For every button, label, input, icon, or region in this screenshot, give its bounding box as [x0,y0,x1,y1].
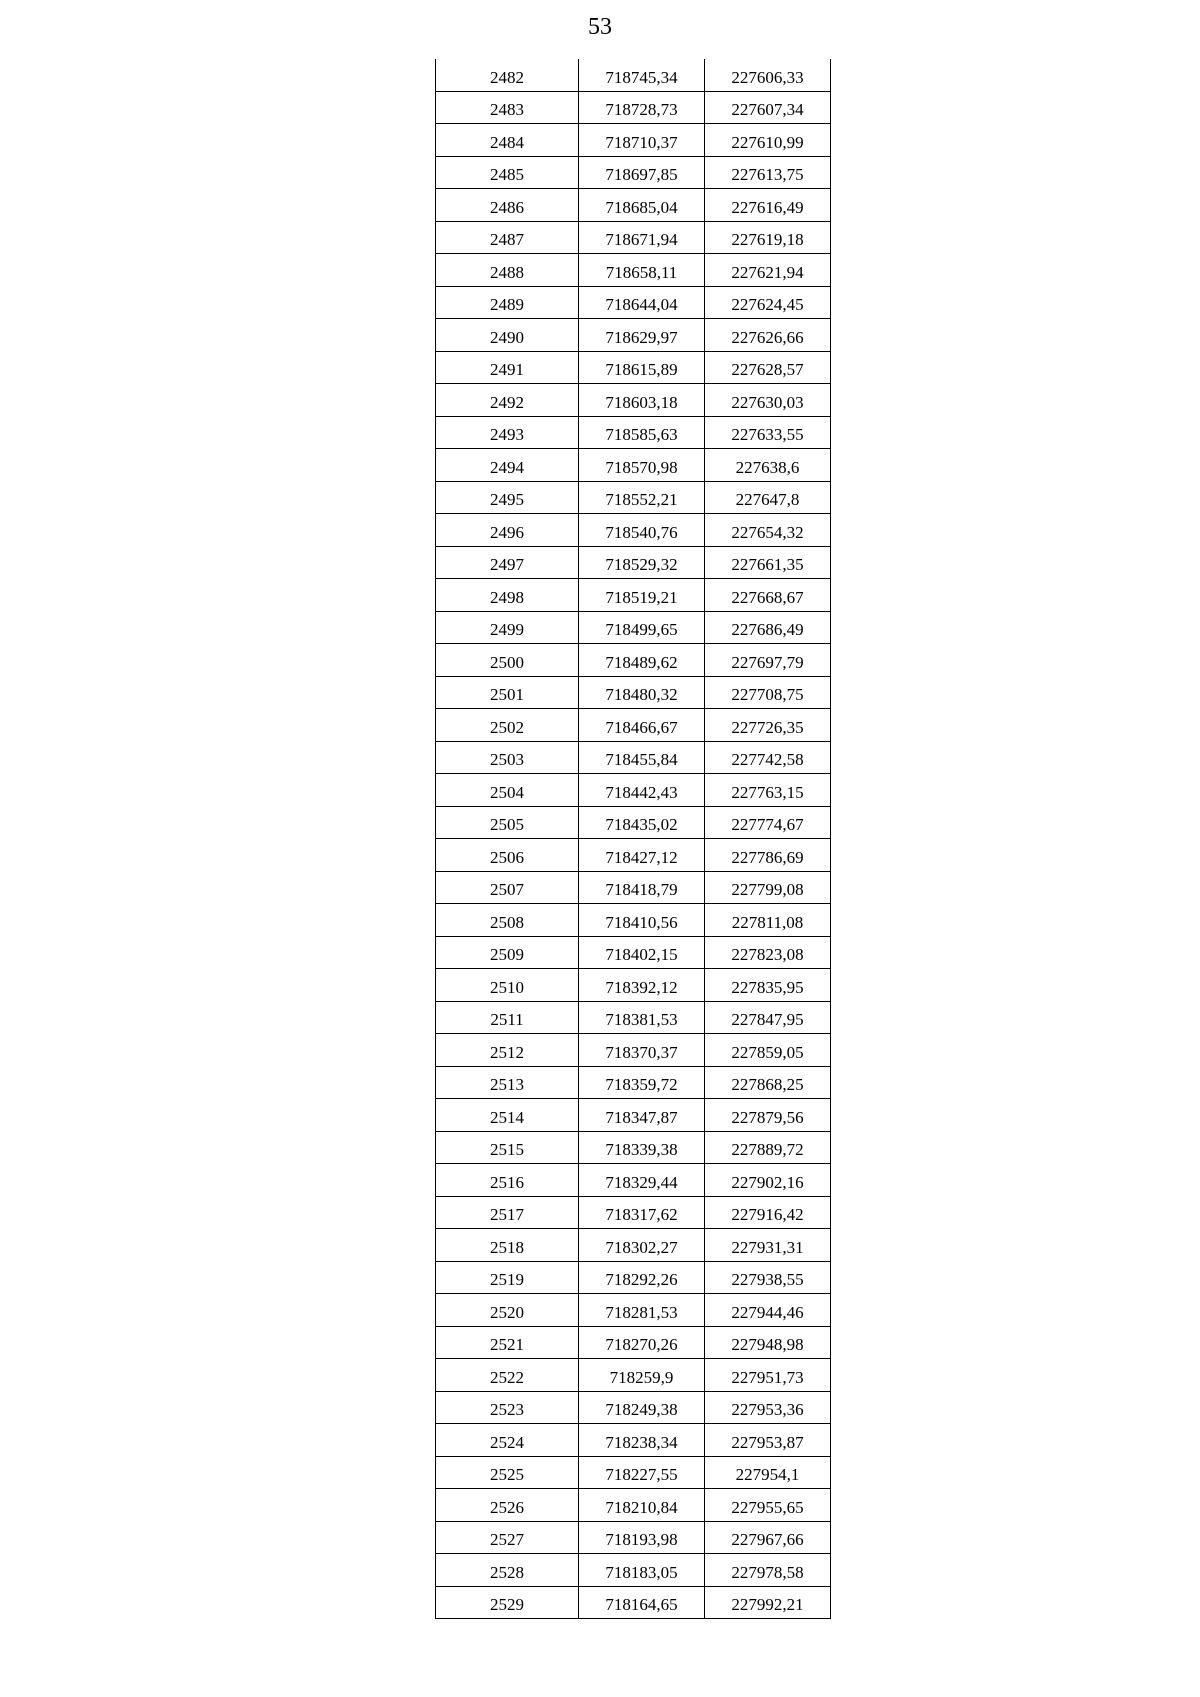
table-row [436,514,831,547]
y-coordinate-cell: 227774,67 [705,806,831,839]
point-number-cell: 2517 [436,1196,579,1229]
y-coordinate-cell: 227948,98 [705,1326,831,1359]
point-number-cell: 2505 [436,806,579,839]
table-row [436,416,831,449]
x-coordinate-cell: 718164,65 [579,1586,705,1619]
x-coordinate-cell: 718238,34 [579,1424,705,1457]
table-row [436,481,831,514]
point-number-cell: 2485 [436,156,579,189]
table-row [436,319,831,352]
point-number-cell: 2490 [436,319,579,352]
x-coordinate-cell: 718270,26 [579,1326,705,1359]
table-row [436,384,831,417]
table-row [436,676,831,709]
table-row [436,449,831,482]
table-row [436,1261,831,1294]
y-coordinate-cell: 227726,35 [705,709,831,742]
table-row [436,1099,831,1132]
table-row [436,871,831,904]
y-coordinate-cell: 227661,35 [705,546,831,579]
y-coordinate-cell: 227868,25 [705,1066,831,1099]
table-row [436,579,831,612]
table-row [436,156,831,189]
coordinates-table-body [436,59,831,1619]
x-coordinate-cell: 718210,84 [579,1489,705,1522]
x-coordinate-cell: 718435,02 [579,806,705,839]
y-coordinate-cell: 227630,03 [705,384,831,417]
x-coordinate-cell: 718381,53 [579,1001,705,1034]
y-coordinate-cell: 227799,08 [705,871,831,904]
x-coordinate-cell: 718671,94 [579,221,705,254]
x-coordinate-cell: 718480,32 [579,676,705,709]
y-coordinate-cell: 227697,79 [705,644,831,677]
y-coordinate-cell: 227938,55 [705,1261,831,1294]
point-number-cell: 2513 [436,1066,579,1099]
table-row [436,91,831,124]
point-number-cell: 2498 [436,579,579,612]
y-coordinate-cell: 227763,15 [705,774,831,807]
table-row [436,611,831,644]
x-coordinate-cell: 718603,18 [579,384,705,417]
table-row [436,936,831,969]
table-row [436,709,831,742]
y-coordinate-cell: 227668,67 [705,579,831,612]
y-coordinate-cell: 227978,58 [705,1554,831,1587]
y-coordinate-cell: 227708,75 [705,676,831,709]
x-coordinate-cell: 718183,05 [579,1554,705,1587]
table-row [436,1326,831,1359]
table-row [436,904,831,937]
point-number-cell: 2507 [436,871,579,904]
point-number-cell: 2492 [436,384,579,417]
point-number-cell: 2522 [436,1359,579,1392]
point-number-cell: 2528 [436,1554,579,1587]
table-row [436,1359,831,1392]
table-row [436,351,831,384]
y-coordinate-cell: 227811,08 [705,904,831,937]
point-number-cell: 2482 [436,59,579,91]
x-coordinate-cell: 718347,87 [579,1099,705,1132]
point-number-cell: 2501 [436,676,579,709]
y-coordinate-cell: 227633,55 [705,416,831,449]
point-number-cell: 2514 [436,1099,579,1132]
x-coordinate-cell: 718489,62 [579,644,705,677]
y-coordinate-cell: 227992,21 [705,1586,831,1619]
y-coordinate-cell: 227953,87 [705,1424,831,1457]
y-coordinate-cell: 227607,34 [705,91,831,124]
y-coordinate-cell: 227621,94 [705,254,831,287]
table-row [436,1456,831,1489]
table-row [436,59,831,91]
point-number-cell: 2516 [436,1164,579,1197]
table-row [436,1391,831,1424]
point-number-cell: 2494 [436,449,579,482]
y-coordinate-cell: 227647,8 [705,481,831,514]
point-number-cell: 2523 [436,1391,579,1424]
y-coordinate-cell: 227638,6 [705,449,831,482]
y-coordinate-cell: 227944,46 [705,1294,831,1327]
table-row [436,644,831,677]
y-coordinate-cell: 227835,95 [705,969,831,1002]
y-coordinate-cell: 227823,08 [705,936,831,969]
x-coordinate-cell: 718499,65 [579,611,705,644]
table-row [436,1066,831,1099]
point-number-cell: 2495 [436,481,579,514]
table-row [436,286,831,319]
y-coordinate-cell: 227628,57 [705,351,831,384]
x-coordinate-cell: 718339,38 [579,1131,705,1164]
point-number-cell: 2493 [436,416,579,449]
point-number-cell: 2496 [436,514,579,547]
x-coordinate-cell: 718540,76 [579,514,705,547]
x-coordinate-cell: 718466,67 [579,709,705,742]
y-coordinate-cell: 227606,33 [705,59,831,91]
table-row [436,1131,831,1164]
point-number-cell: 2515 [436,1131,579,1164]
y-coordinate-cell: 227616,49 [705,189,831,222]
x-coordinate-cell: 718249,38 [579,1391,705,1424]
x-coordinate-cell: 718259,9 [579,1359,705,1392]
point-number-cell: 2483 [436,91,579,124]
x-coordinate-cell: 718455,84 [579,741,705,774]
x-coordinate-cell: 718615,89 [579,351,705,384]
table-row [436,1489,831,1522]
page-number: 53 [588,14,612,40]
y-coordinate-cell: 227847,95 [705,1001,831,1034]
table-row [436,806,831,839]
table-row [436,1294,831,1327]
x-coordinate-cell: 718728,73 [579,91,705,124]
x-coordinate-cell: 718519,21 [579,579,705,612]
point-number-cell: 2489 [436,286,579,319]
point-number-cell: 2500 [436,644,579,677]
x-coordinate-cell: 718710,37 [579,124,705,157]
y-coordinate-cell: 227686,49 [705,611,831,644]
table-row [436,546,831,579]
point-number-cell: 2519 [436,1261,579,1294]
point-number-cell: 2529 [436,1586,579,1619]
y-coordinate-cell: 227931,31 [705,1229,831,1262]
y-coordinate-cell: 227951,73 [705,1359,831,1392]
x-coordinate-cell: 718193,98 [579,1521,705,1554]
point-number-cell: 2521 [436,1326,579,1359]
point-number-cell: 2526 [436,1489,579,1522]
y-coordinate-cell: 227654,32 [705,514,831,547]
table-row [436,1424,831,1457]
x-coordinate-cell: 718292,26 [579,1261,705,1294]
y-coordinate-cell: 227859,05 [705,1034,831,1067]
y-coordinate-cell: 227624,45 [705,286,831,319]
x-coordinate-cell: 718685,04 [579,189,705,222]
y-coordinate-cell: 227967,66 [705,1521,831,1554]
x-coordinate-cell: 718317,62 [579,1196,705,1229]
point-number-cell: 2510 [436,969,579,1002]
point-number-cell: 2503 [436,741,579,774]
point-number-cell: 2518 [436,1229,579,1262]
y-coordinate-cell: 227786,69 [705,839,831,872]
point-number-cell: 2488 [436,254,579,287]
x-coordinate-cell: 718402,15 [579,936,705,969]
x-coordinate-cell: 718658,11 [579,254,705,287]
x-coordinate-cell: 718629,97 [579,319,705,352]
point-number-cell: 2511 [436,1001,579,1034]
point-number-cell: 2524 [436,1424,579,1457]
x-coordinate-cell: 718552,21 [579,481,705,514]
x-coordinate-cell: 718745,34 [579,59,705,91]
table-row [436,1586,831,1619]
point-number-cell: 2499 [436,611,579,644]
point-number-cell: 2491 [436,351,579,384]
point-number-cell: 2509 [436,936,579,969]
y-coordinate-cell: 227955,65 [705,1489,831,1522]
point-number-cell: 2520 [436,1294,579,1327]
table-row [436,1034,831,1067]
table-row [436,221,831,254]
table-row [436,741,831,774]
x-coordinate-cell: 718302,27 [579,1229,705,1262]
y-coordinate-cell: 227879,56 [705,1099,831,1132]
table-row [436,124,831,157]
y-coordinate-cell: 227613,75 [705,156,831,189]
x-coordinate-cell: 718418,79 [579,871,705,904]
point-number-cell: 2506 [436,839,579,872]
x-coordinate-cell: 718529,32 [579,546,705,579]
table-row [436,1001,831,1034]
x-coordinate-cell: 718329,44 [579,1164,705,1197]
table-row [436,1521,831,1554]
y-coordinate-cell: 227610,99 [705,124,831,157]
table-row [436,1229,831,1262]
x-coordinate-cell: 718227,55 [579,1456,705,1489]
point-number-cell: 2512 [436,1034,579,1067]
x-coordinate-cell: 718281,53 [579,1294,705,1327]
y-coordinate-cell: 227902,16 [705,1164,831,1197]
y-coordinate-cell: 227742,58 [705,741,831,774]
x-coordinate-cell: 718570,98 [579,449,705,482]
x-coordinate-cell: 718442,43 [579,774,705,807]
point-number-cell: 2486 [436,189,579,222]
y-coordinate-cell: 227953,36 [705,1391,831,1424]
y-coordinate-cell: 227889,72 [705,1131,831,1164]
point-number-cell: 2504 [436,774,579,807]
x-coordinate-cell: 718644,04 [579,286,705,319]
table-row [436,1164,831,1197]
table-row [436,189,831,222]
x-coordinate-cell: 718697,85 [579,156,705,189]
y-coordinate-cell: 227619,18 [705,221,831,254]
point-number-cell: 2487 [436,221,579,254]
table-row [436,1196,831,1229]
point-number-cell: 2497 [436,546,579,579]
y-coordinate-cell: 227954,1 [705,1456,831,1489]
x-coordinate-cell: 718427,12 [579,839,705,872]
point-number-cell: 2484 [436,124,579,157]
y-coordinate-cell: 227916,42 [705,1196,831,1229]
point-number-cell: 2525 [436,1456,579,1489]
x-coordinate-cell: 718370,37 [579,1034,705,1067]
table-row [436,839,831,872]
point-number-cell: 2527 [436,1521,579,1554]
x-coordinate-cell: 718359,72 [579,1066,705,1099]
x-coordinate-cell: 718585,63 [579,416,705,449]
coordinates-table [435,59,831,1619]
x-coordinate-cell: 718410,56 [579,904,705,937]
point-number-cell: 2508 [436,904,579,937]
y-coordinate-cell: 227626,66 [705,319,831,352]
point-number-cell: 2502 [436,709,579,742]
table-row [436,1554,831,1587]
x-coordinate-cell: 718392,12 [579,969,705,1002]
table-row [436,774,831,807]
table-row [436,969,831,1002]
table-row [436,254,831,287]
